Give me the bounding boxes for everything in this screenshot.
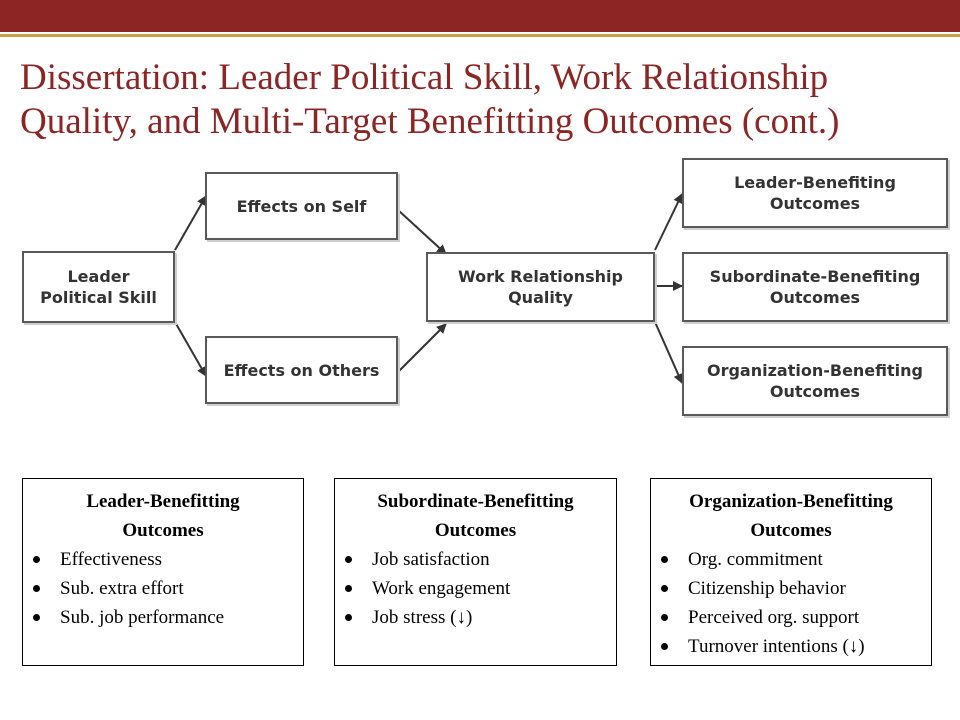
arrow-wrq-to-leader-outcomes [655,194,682,250]
bullet [33,556,40,563]
card-title [651,487,931,545]
list-item [335,603,616,632]
card-organization-benefitting [650,478,932,666]
list-item-text: Sub. extra effort [60,578,184,599]
card-title-line-1: Organization-Benefitting [689,491,893,512]
bullet [33,614,40,621]
node-wrq-line-2: Quality [508,288,573,307]
bullet [661,614,668,621]
bullet [345,585,352,592]
node-leader-line-2: Political Skill [40,288,157,307]
list-item-text: Effectiveness [60,549,162,570]
card-list [651,545,931,661]
arrow-leader-to-self [175,196,206,250]
bullet [661,556,668,563]
bullet [661,643,668,650]
node-organization-benefiting-outcomes [682,346,948,416]
node-wrq-line-1: Work Relationship [458,267,623,286]
bullet [33,585,40,592]
list-item [335,574,616,603]
list-item [23,603,303,632]
node-work-relationship-quality [426,252,655,322]
list-item [651,603,931,632]
node-outcome-sub-line-2: Outcomes [769,288,861,307]
arrow-self-to-wrq [398,210,446,254]
list-item-text: Org. commitment [688,549,823,570]
list-item [335,545,616,574]
list-item-text: Job stress (↓) [372,607,473,628]
card-title-line-1: Leader-Benefitting [86,491,240,512]
bullet [345,614,352,621]
list-item-text: Work engagement [372,578,511,599]
card-title-line-2: Outcomes [434,520,517,541]
list-item [23,574,303,603]
card-list [23,545,303,632]
node-outcome-leader-line-2: Outcomes [769,194,861,213]
node-outcome-org-line-2: Outcomes [769,382,861,401]
card-title-line-1: Subordinate-Benefitting [377,491,574,512]
node-leader-benefiting-outcomes [682,158,948,228]
bullet [661,585,668,592]
arrow-others-to-wrq [398,324,446,372]
slide-title-line-2: Quality, and Multi-Target Benefitting Outcomes (cont.) [20,101,840,142]
card-title-line-2: Outcomes [122,520,204,541]
list-item-text: Sub. job performance [60,607,225,628]
card-leader-benefitting [22,478,304,666]
list-item-text: Perceived org. support [688,607,860,628]
node-outcome-sub-line-1: Subordinate-Benefiting [709,267,921,286]
node-self-label: Effects on Self [236,196,367,216]
list-item-text: Job satisfaction [372,549,490,570]
node-effects-on-others [205,336,398,404]
list-item [651,545,931,574]
node-outcome-leader-line-1: Leader-Benefiting [734,173,896,192]
slide-title-line-1: Dissertation: Leader Political Skill, Work Relationship [20,57,829,98]
node-subordinate-benefiting-outcomes [682,252,948,322]
node-leader-line-1: Leader [67,267,130,286]
card-list [335,545,616,632]
arrow-wrq-to-organization-outcomes [655,322,682,383]
node-outcome-org-line-1: Organization-Benefiting [706,361,923,380]
arrow-leader-to-others [175,322,206,376]
node-effects-on-self [205,172,398,240]
list-item [651,632,931,661]
card-title-line-2: Outcomes [750,520,832,541]
card-title [23,487,303,545]
list-item-text: Citizenship behavior [688,578,846,599]
bullet [345,556,352,563]
node-leader-political-skill [22,251,175,323]
list-item [651,574,931,603]
node-others-label: Effects on Others [223,360,380,380]
card-title [335,487,616,545]
list-item-text: Turnover intentions (↓) [688,636,865,657]
card-subordinate-benefitting [334,478,617,666]
list-item [23,545,303,574]
